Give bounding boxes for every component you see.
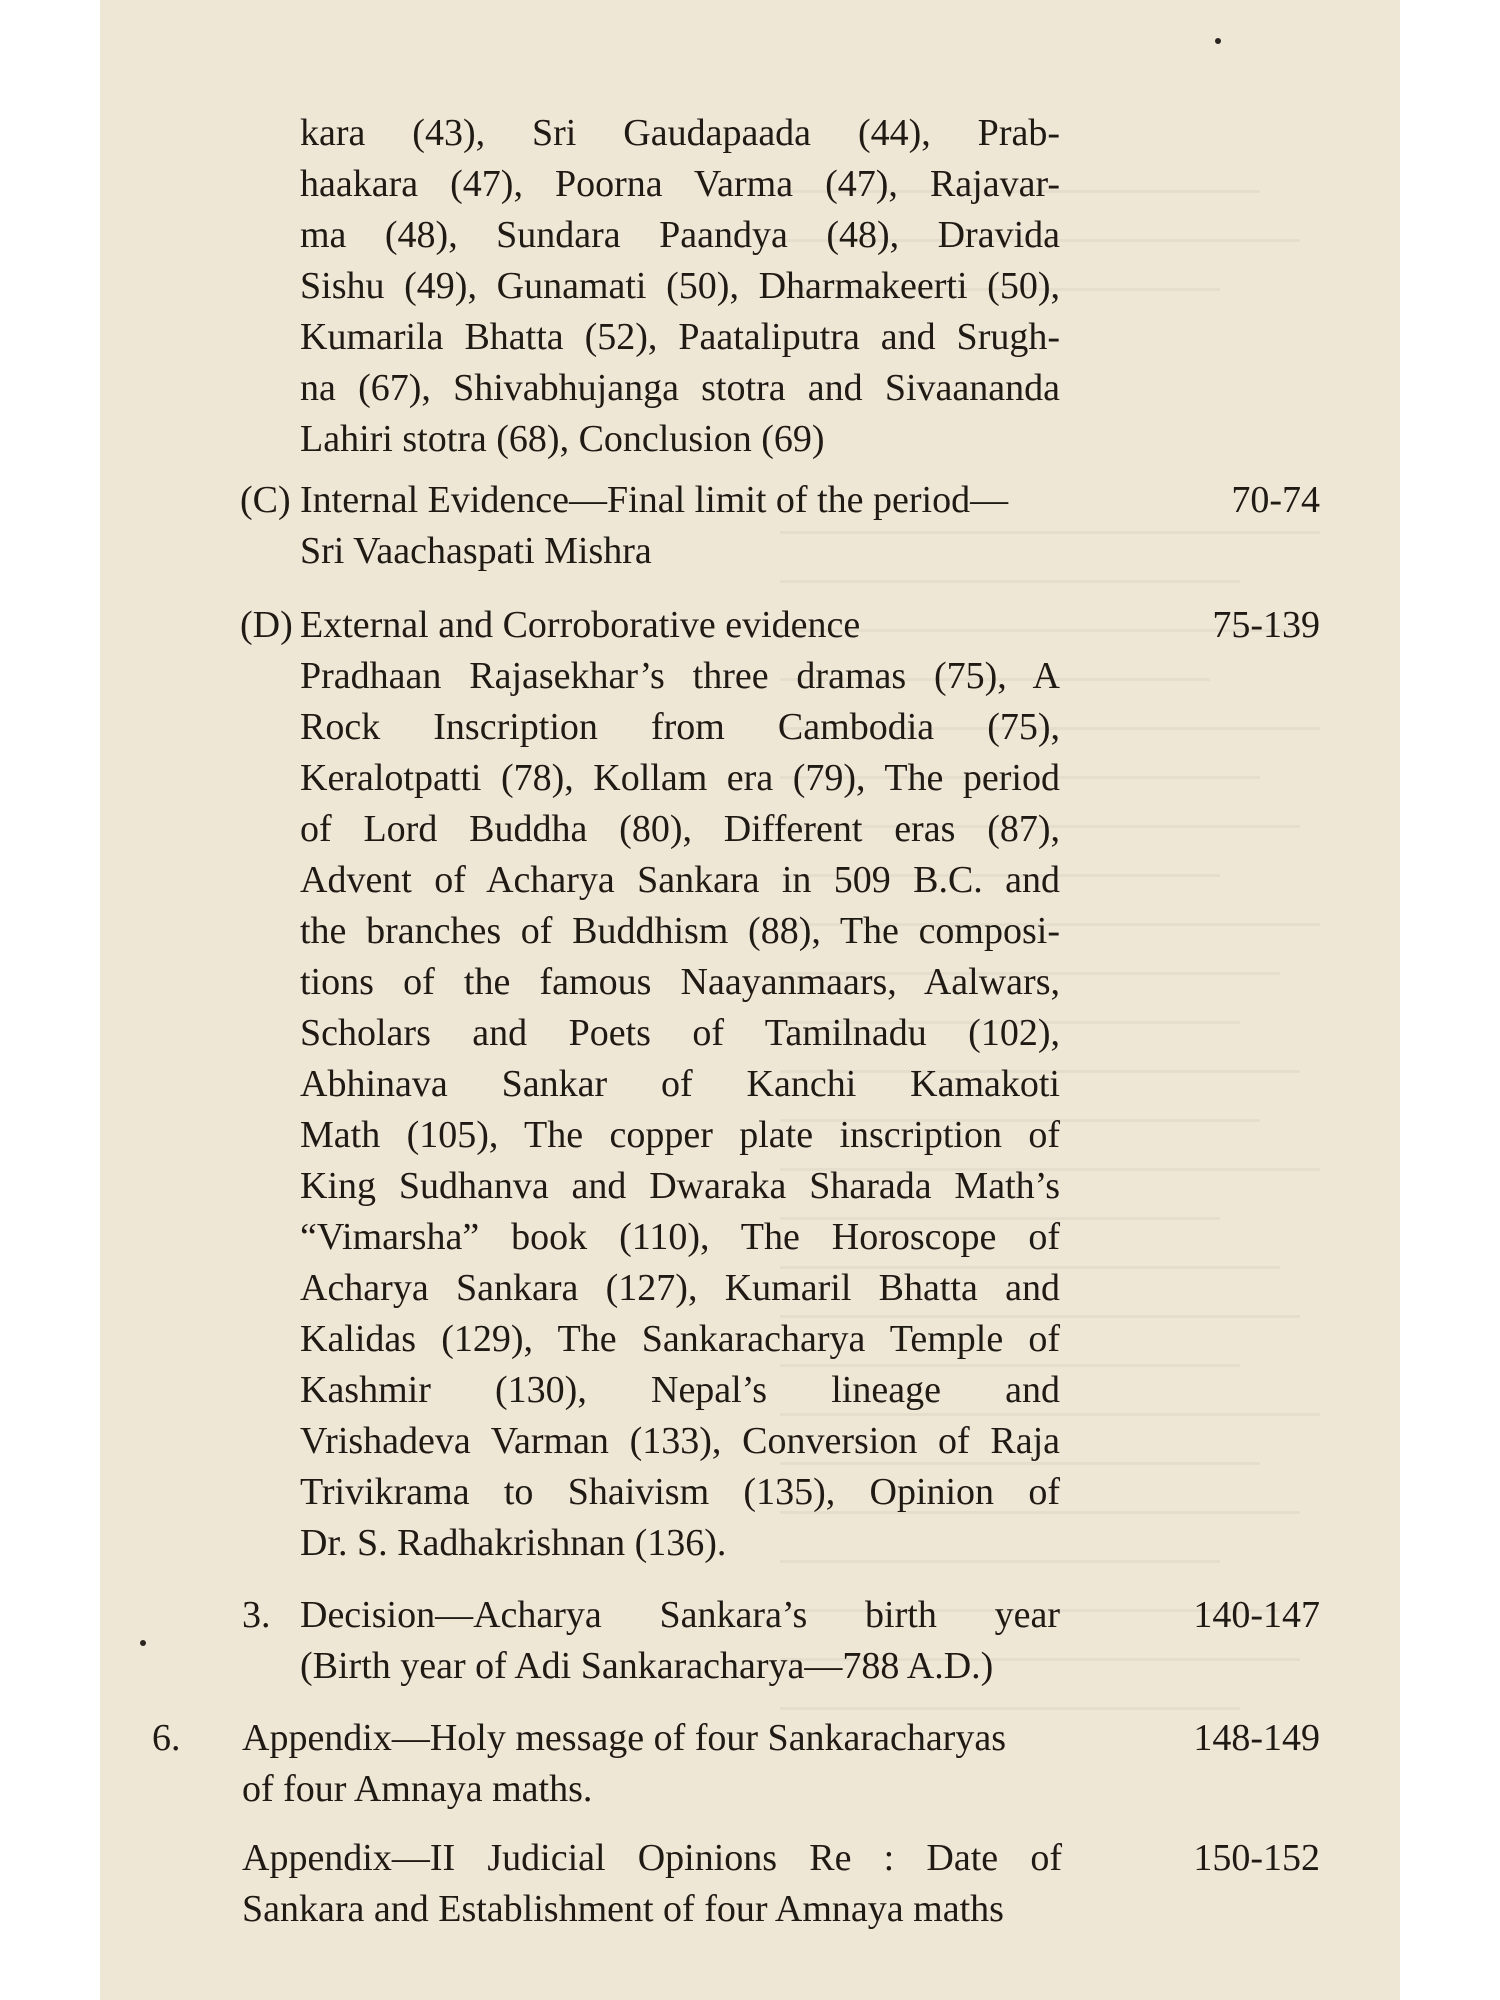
text-line: Abhinava Sankar of Kanchi Kamakoti bbox=[300, 1063, 1060, 1105]
text-line: Math (105), The copper plate inscription of bbox=[300, 1114, 1060, 1156]
text-line: Scholars and Poets of Tamilnadu (102), bbox=[300, 1012, 1060, 1054]
entry-d-heading bbox=[300, 600, 1060, 651]
text-line: tions of the famous Naayanmaars, Aalwars, bbox=[300, 961, 1060, 1003]
entry-d-body bbox=[300, 651, 1060, 1569]
entry-c-text bbox=[300, 475, 1060, 577]
text-line: Advent of Acharya Sankara in 509 B.C. and bbox=[300, 859, 1060, 901]
text-line: Dr. S. Radhakrishnan (136). bbox=[300, 1522, 727, 1564]
text-line: Pradhaan Rajasekhar’s three dramas (75), A bbox=[300, 655, 1060, 697]
text-line: Kashmir (130), Nepal’s lineage and bbox=[300, 1369, 1060, 1411]
entry-appendix2-text bbox=[242, 1833, 1062, 1935]
text-line: of Lord Buddha (80), Different eras (87), bbox=[300, 808, 1060, 850]
text-line: ma (48), Sundara Paandya (48), Dravida bbox=[300, 214, 1060, 256]
text-line: of four Amnaya maths. bbox=[242, 1768, 593, 1810]
text-line: na (67), Shivabhujanga stotra and Sivaananda bbox=[300, 367, 1060, 409]
entry-d-marker: (D) bbox=[240, 604, 293, 646]
speck-top-right bbox=[1215, 38, 1221, 44]
text-line: Rock Inscription from Cambodia (75), bbox=[300, 706, 1060, 748]
text-line: External and Corroborative evidence bbox=[300, 604, 861, 646]
text-line: Sishu (49), Gunamati (50), Dharmakeerti (50), bbox=[300, 265, 1060, 307]
entry-c-marker: (C) bbox=[240, 479, 291, 521]
text-line: haakara (47), Poorna Varma (47), Rajavar- bbox=[300, 163, 1060, 205]
text-line: King Sudhanva and Dwaraka Sharada Math’s bbox=[300, 1165, 1060, 1207]
text-line: Trivikrama to Shaivism (135), Opinion of bbox=[300, 1471, 1060, 1513]
entry-6-text bbox=[242, 1713, 1062, 1815]
entry-c-pages: 70-74 bbox=[1231, 479, 1320, 521]
text-line: Keralotpatti (78), Kollam era (79), The period bbox=[300, 757, 1060, 799]
text-line: Decision—Acharya Sankara’s birth year bbox=[300, 1594, 1060, 1636]
book-page bbox=[100, 0, 1400, 2000]
text-line: Sankara and Establishment of four Amnaya maths bbox=[242, 1888, 1004, 1930]
text-line: “Vimarsha” book (110), The Horoscope of bbox=[300, 1216, 1060, 1258]
text-line: Kalidas (129), The Sankaracharya Temple of bbox=[300, 1318, 1060, 1360]
entry-6-pages: 148-149 bbox=[1193, 1717, 1320, 1759]
text-line: Kumarila Bhatta (52), Paataliputra and Srugh- bbox=[300, 316, 1060, 358]
entry-appendix2-pages: 150-152 bbox=[1193, 1837, 1320, 1879]
text-line: Internal Evidence—Final limit of the period— bbox=[300, 479, 1009, 521]
text-line: Appendix—II Judicial Opinions Re : Date of bbox=[242, 1837, 1062, 1879]
text-line: the branches of Buddhism (88), The composi- bbox=[300, 910, 1060, 952]
entry-3-pages: 140-147 bbox=[1193, 1594, 1320, 1636]
entry-3-marker: 3. bbox=[242, 1594, 271, 1636]
speck-left bbox=[140, 1640, 146, 1646]
entry-d-pages: 75-139 bbox=[1212, 604, 1320, 646]
continuation-paragraph bbox=[300, 108, 1060, 465]
text-line: kara (43), Sri Gaudapaada (44), Prab- bbox=[300, 112, 1060, 154]
text-line: (Birth year of Adi Sankaracharya—788 A.D.) bbox=[300, 1645, 994, 1687]
entry-3-text bbox=[300, 1590, 1060, 1692]
text-line: Vrishadeva Varman (133), Conversion of Raja bbox=[300, 1420, 1060, 1462]
text-line: Lahiri stotra (68), Conclusion (69) bbox=[300, 418, 825, 460]
text-line: Sri Vaachaspati Mishra bbox=[300, 530, 652, 572]
entry-6-marker: 6. bbox=[152, 1717, 181, 1759]
text-line: Acharya Sankara (127), Kumaril Bhatta and bbox=[300, 1267, 1060, 1309]
text-line: Appendix—Holy message of four Sankaracharyas bbox=[242, 1717, 1006, 1759]
